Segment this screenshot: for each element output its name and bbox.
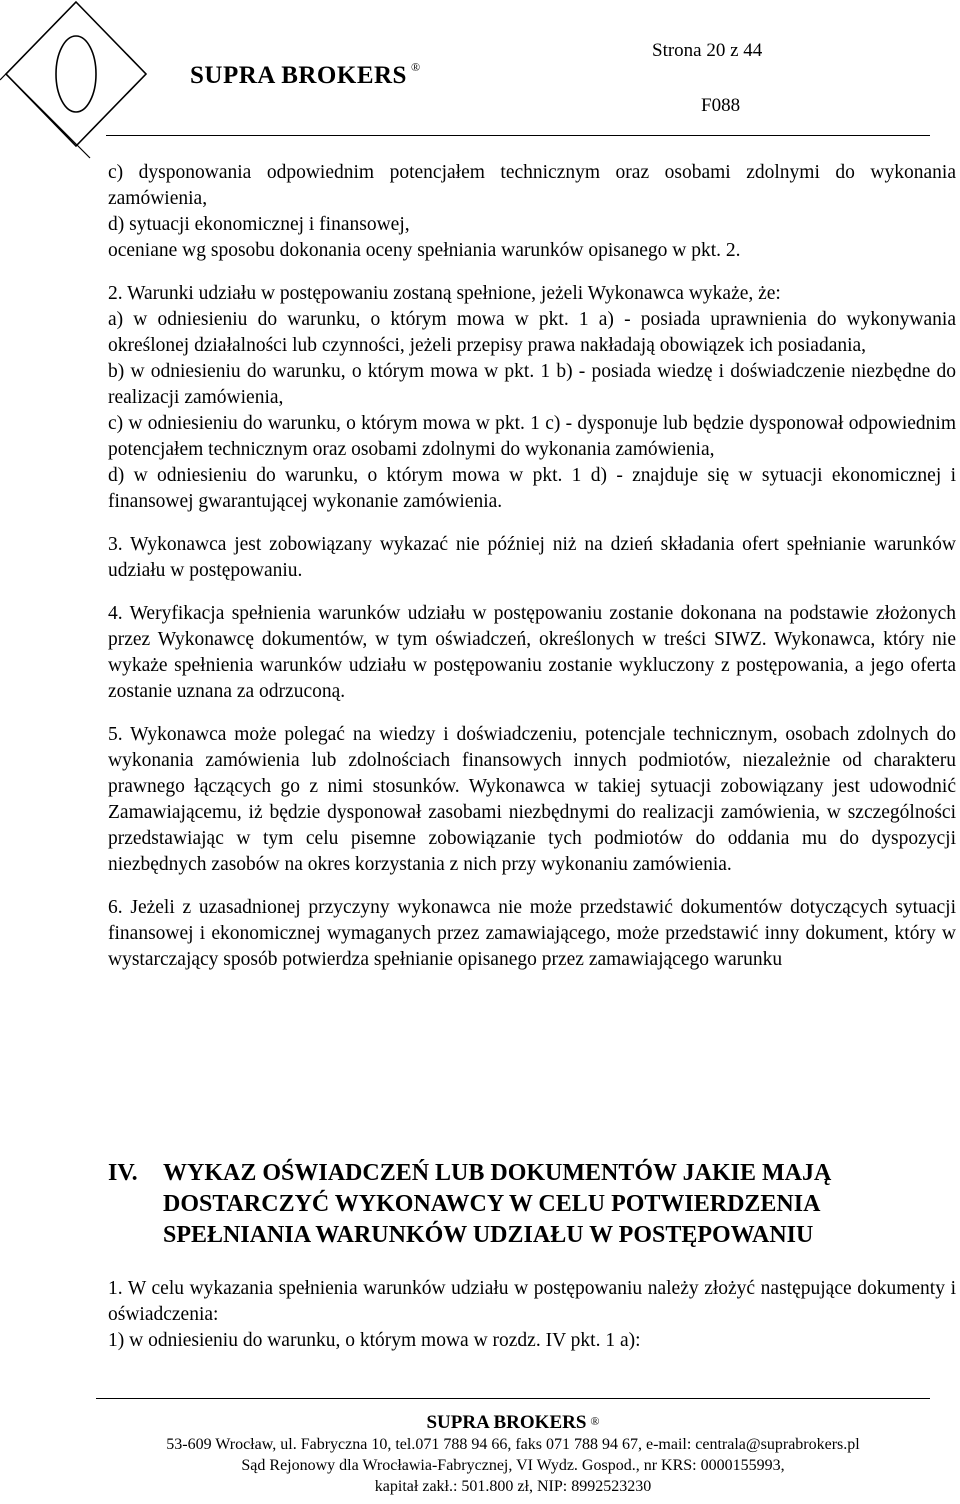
- paragraph: c) w odniesieniu do warunku, o którym mowa w pkt. 1 c) - dysponuje lub będzie dysponował odpowiednim potencjałem technicznym oraz osobami zdolnymi do wykonania zamówienia,: [108, 413, 956, 460]
- section-number: IV.: [108, 1160, 138, 1186]
- footer-address: 53-609 Wrocław, ul. Fabryczna 10, tel.071 788 94 66, faks 071 788 94 67, e-mail: centrala@suprabrokers.pl: [166, 1436, 860, 1453]
- footer-court: Sąd Rejonowy dla Wrocławia-Fabrycznej, VI Wydz. Gospod., nr KRS: 0000155993,: [241, 1457, 785, 1474]
- footer: [96, 1412, 930, 1497]
- paragraph: 4. Weryfikacja spełnienia warunków udziału w postępowaniu zostanie dokonana na podstawie złożonych przez Wykonawcę dokumentów, w tym oświadczeń, określonych w treści SIWZ. Wykonawca, który nie wykaże spełnienia warunków udziału w postępowaniu zostanie wykluczony z postępowania, a jego oferta zostanie uznana za odrzuconą.: [108, 603, 956, 702]
- paragraph: 1) w odniesieniu do warunku, o którym mowa w rozdz. IV pkt. 1 a):: [108, 1330, 641, 1351]
- document-body: [108, 160, 956, 973]
- section-title: WYKAZ OŚWIADCZEŃ LUB DOKUMENTÓW JAKIE MAJĄ DOSTARCZYĆ WYKONAWCY W CELU POTWIERDZENIA SPEŁNIANIA WARUNKÓW UDZIAŁU W POSTĘPOWANIU: [163, 1160, 832, 1248]
- section-body: [108, 1276, 956, 1354]
- paragraph: 6. Jeżeli z uzasadnionej przyczyny wykonawca nie może przedstawić dokumentów dotyczących sytuacji finansowej i ekonomicznej wymaganych przez zamawiającego, może przedstawić inny dokument, który w wystarczający sposób potwierdza spełnianie opisanego przez zamawiającego warunku: [108, 897, 956, 970]
- footer-brand: SUPRA BROKERS ®: [426, 1412, 600, 1433]
- paragraph: 3. Wykonawca jest zobowiązany wykazać nie później niż na dzień składania ofert spełnianie warunków udziału w postępowaniu.: [108, 534, 956, 581]
- footer-divider: [96, 1398, 930, 1399]
- footer-capital: kapitał zakł.: 501.800 zł, NIP: 8992523230: [374, 1478, 652, 1495]
- registered-mark: ®: [590, 1414, 600, 1428]
- company-logo: [0, 0, 150, 160]
- page-number: Strona 20 z 44: [652, 40, 763, 61]
- paragraph: d) w odniesieniu do warunku, o którym mowa w pkt. 1 d) - znajduje się w sytuacji ekonomicznej i finansowej gwarantującej wykonanie zamówienia.: [108, 465, 956, 512]
- paragraph: d) sytuacji ekonomicznej i finansowej,: [108, 214, 410, 235]
- paragraph: 1. W celu wykazania spełnienia warunków udziału w postępowaniu należy złożyć następujące dokumenty i oświadczenia:: [108, 1278, 956, 1325]
- document-code: F088: [701, 95, 741, 116]
- paragraph: 2. Warunki udziału w postępowaniu zostaną spełnione, jeżeli Wykonawca wykaże, że:: [108, 283, 781, 304]
- paragraph: c) dysponowania odpowiednim potencjałem technicznym oraz osobami zdolnymi do wykonania zamówienia,: [108, 162, 956, 209]
- header-divider: [106, 135, 930, 136]
- paragraph: oceniane wg sposobu dokonania oceny spełniania warunków opisanego w pkt. 2.: [108, 240, 741, 261]
- paragraph: b) w odniesieniu do warunku, o którym mowa w pkt. 1 b) - posiada wiedzę i doświadczenie niezbędne do realizacji zamówienia,: [108, 361, 956, 408]
- paragraph: a) w odniesieniu do warunku, o którym mowa w pkt. 1 a) - posiada uprawnienia do wykonywania określonej działalności lub czynności, jeżeli przepisy prawa nakładają obowiązek ich posiadania,: [108, 309, 956, 356]
- header-brand: SUPRA BROKERS ®: [190, 60, 421, 89]
- registered-mark: ®: [410, 60, 421, 74]
- paragraph: 5. Wykonawca może polegać na wiedzy i doświadczeniu, potencjale technicznym, osobach zdolnych do wykonania zamówienia lub zdolnościach finansowych innych podmiotów, niezależnie od charakteru prawnego łączących go z nimi stosunków. Wykonawca w takiej sytuacji zobowiązany jest udowodnić Zamawiającemu, iż będzie dysponował zasobami niezbędnymi do realizacji zamówienia, w szczególności przedstawiając w tym celu pisemne zobowiązanie tych podmiotów do oddania mu do dyspozycji niezbędnych zasobów na okres korzystania z nich przy wykonaniu zamówienia.: [108, 724, 956, 875]
